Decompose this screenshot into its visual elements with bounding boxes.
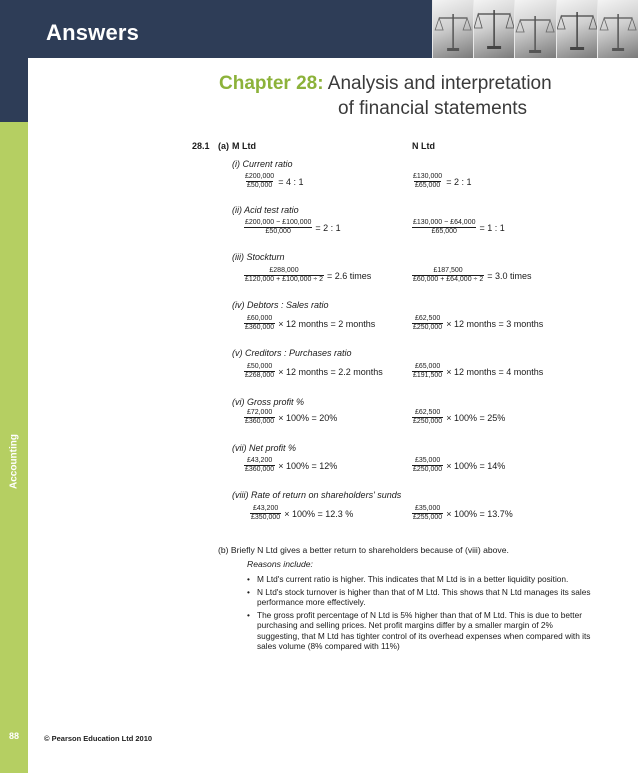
balance-scale-icon (514, 0, 555, 58)
balance-scale-icon (556, 0, 597, 58)
reasons-heading: Reasons include: (247, 559, 313, 569)
ratio-m-calculation (244, 363, 383, 380)
fraction-numerator: £200,000 (245, 173, 275, 180)
fraction-denominator: £250,000 (413, 418, 443, 425)
balance-scale-icon (473, 0, 514, 58)
side-strip-dark (0, 58, 28, 122)
ratio-result: = 4 : 1 (278, 176, 304, 187)
ratio-result: = 2.6 times (327, 270, 372, 281)
fraction-numerator: £43,200 (246, 457, 273, 464)
fraction-denominator: £360,000 (245, 418, 275, 425)
fraction-numerator: £187,500 (433, 267, 463, 274)
list-item: • M Ltd's current ratio is higher. This indicates that M Ltd is in a better liquidity position. (247, 574, 593, 585)
ratio-n-calculation (412, 363, 543, 380)
ratio-result: × 12 months = 3 months (446, 318, 544, 329)
fraction-denominator: £50,000 (246, 182, 273, 189)
side-label: Accounting (8, 434, 20, 489)
ratio-label: (v) Creditors : Purchases ratio (232, 348, 352, 358)
ratio-label: (vi) Gross profit % (232, 397, 305, 407)
fraction-numerator: £43,200 (252, 505, 279, 512)
ratio-result: × 100% = 12.3 % (284, 508, 354, 519)
ratio-result: × 100% = 12% (278, 460, 338, 471)
ratio-m-calculation (250, 505, 353, 522)
company-n-heading: N Ltd (412, 141, 435, 151)
page-number: 88 (8, 731, 19, 741)
fraction-numerator: £62,500 (414, 409, 441, 416)
fraction-denominator: £250,000 (413, 466, 443, 473)
part-b-text: (b) Briefly N Ltd gives a better return to shareholders because of (viii) above. (218, 545, 509, 555)
ratio-label: (viii) Rate of return on shareholders' sunds (232, 490, 402, 500)
copyright-notice: © Pearson Education Ltd 2010 (44, 734, 153, 743)
ratio-m-calculation (244, 173, 303, 190)
fraction-denominator: £350,000 (251, 514, 281, 521)
ratio-n-calculation (412, 267, 532, 284)
fraction-denominator: £360,000 (245, 324, 275, 331)
fraction-denominator: £120,000 + £100,000 ÷ 2 (245, 276, 323, 283)
ratio-n-calculation (412, 409, 505, 426)
ratio-label: (ii) Acid test ratio (232, 205, 299, 215)
ratio-m-calculation (244, 409, 337, 426)
ratio-n-calculation (412, 505, 513, 522)
ratio-result: × 100% = 25% (446, 412, 506, 423)
ratio-label: (iii) Stockturn (232, 252, 285, 262)
ratio-label: (i) Current ratio (232, 159, 293, 169)
ratio-m-calculation (244, 219, 341, 236)
header-photo-strip (432, 0, 638, 58)
ratio-n-calculation (412, 173, 471, 190)
fraction-denominator: £268,000 (245, 372, 275, 379)
fraction-numerator: £130,000 − £64,000 (413, 219, 476, 226)
fraction-denominator: £191,500 (413, 372, 443, 379)
fraction-denominator: £65,000 (412, 227, 476, 236)
fraction-numerator: £50,000 (246, 363, 273, 370)
company-m-heading: M Ltd (232, 141, 256, 151)
list-item: • N Ltd's stock turnover is higher than that of M Ltd. This shows that N Ltd manages its sales performance more effectively. (247, 587, 593, 608)
ratio-result: = 3.0 times (487, 270, 532, 281)
ratio-n-calculation (412, 315, 543, 332)
fraction-numerator: £60,000 (246, 315, 273, 322)
ratio-result: × 100% = 13.7% (446, 508, 513, 519)
ratio-result: = 1 : 1 (479, 222, 505, 233)
ratio-m-calculation (244, 315, 375, 332)
chapter-label: Chapter 28: (219, 73, 324, 94)
fraction-numerator: £62,500 (414, 315, 441, 322)
balance-scale-icon (597, 0, 638, 58)
ratio-n-calculation (412, 219, 505, 236)
fraction-numerator: £65,000 (414, 363, 441, 370)
header-title: Answers (46, 20, 140, 45)
ratio-label: (vii) Net profit % (232, 443, 297, 453)
chapter-title (219, 73, 552, 95)
reasons-list (247, 574, 593, 654)
fraction-denominator: £360,000 (245, 466, 275, 473)
ratio-result: = 2 : 1 (446, 176, 472, 187)
ratio-m-calculation (244, 457, 337, 474)
fraction-numerator: £72,000 (246, 409, 273, 416)
fraction-denominator: £60,000 + £64,000 ÷ 2 (413, 276, 484, 283)
fraction-numerator: £35,000 (414, 505, 441, 512)
chapter-title-line2: of financial statements (338, 98, 528, 119)
fraction-numerator: £288,000 (269, 267, 299, 274)
ratio-n-calculation (412, 457, 505, 474)
balance-scale-icon (432, 0, 473, 58)
ratio-result: × 100% = 20% (278, 412, 338, 423)
fraction-denominator: £255,000 (413, 514, 443, 521)
question-number: 28.1 (192, 141, 210, 151)
fraction-denominator: £250,000 (413, 324, 443, 331)
ratio-result: × 12 months = 4 months (446, 366, 544, 377)
fraction-denominator: £50,000 (244, 227, 312, 236)
fraction-numerator: £35,000 (414, 457, 441, 464)
chapter-title-line1: Analysis and interpretation (327, 73, 552, 94)
ratio-label: (iv) Debtors : Sales ratio (232, 300, 329, 310)
ratio-result: = 2 : 1 (315, 222, 341, 233)
ratio-result: × 12 months = 2.2 months (278, 366, 383, 377)
fraction-numerator: £200,000 − £100,000 (245, 219, 312, 226)
fraction-denominator: £65,000 (414, 182, 441, 189)
ratio-result: × 12 months = 2 months (278, 318, 376, 329)
ratio-m-calculation (244, 267, 371, 284)
part-a-label: (a) (218, 141, 229, 151)
fraction-numerator: £130,000 (413, 173, 443, 180)
list-item: • The gross profit percentage of N Ltd is 5% higher than that of M Ltd. This is due to better purchasing and selling prices. Net profit margins differ by a smaller margin of 2% suggesting, that M Ltd has tighter control of its overhead expenses when compared with its sales volume (8% compared with 11%) (247, 610, 593, 652)
ratio-result: × 100% = 14% (446, 460, 506, 471)
